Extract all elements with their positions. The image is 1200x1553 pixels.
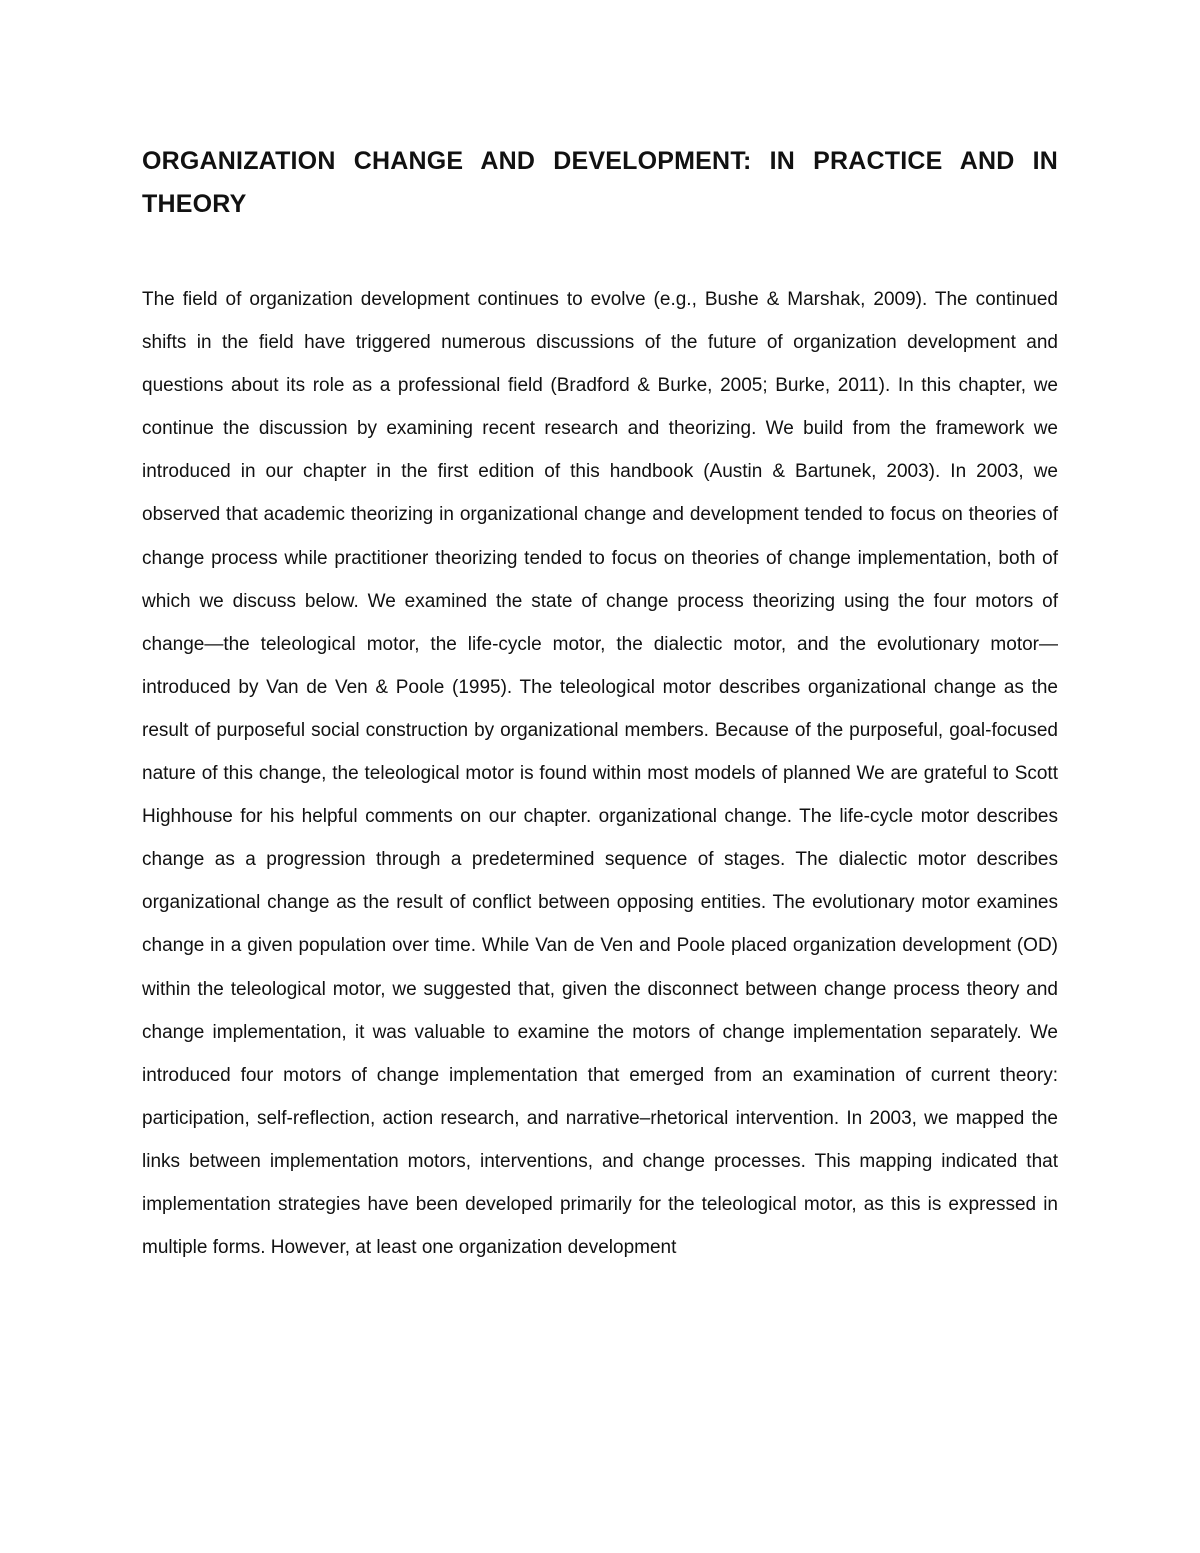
document-page <box>142 140 1058 1269</box>
document-title: ORGANIZATION CHANGE AND DEVELOPMENT: IN PRACTICE AND IN THEORY <box>142 147 1058 218</box>
body-paragraph: The field of organization development continues to evolve (e.g., Bushe & Marshak, 2009). The continued shifts in the field have triggered numerous discussions of the future of organization development and questions about its role as a professional field (Bradford & Burke, 2005; Burke, 2011). In this chapter, we continue the discussion by examining recent research and theorizing. We build from the framework we introduced in our chapter in the first edition of this handbook (Austin & Bartunek, 2003). In 2003, we observed that academic theorizing in organizational change and development tended to focus on theories of change process while practitioner theorizing tended to focus on theories of change implementation, both of which we discuss below. We examined the state of change process theorizing using the four motors of change—the teleological motor, the life-cycle motor, the dialectic motor, and the evolutionary motor—introduced by Van de Ven & Poole (1995). The teleological motor describes organizational change as the result of purposeful social construction by organizational members. Because of the purposeful, goal-focused nature of this change, the teleological motor is found within most models of planned We are grateful to Scott Highhouse for his helpful comments on our chapter. organizational change. The life-cycle motor describes change as a progression through a predetermined sequence of stages. The dialectic motor describes organizational change as the result of conflict between opposing entities. The evolutionary motor examines change in a given population over time. While Van de Ven and Poole placed organization development (OD) within the teleological motor, we suggested that, given the disconnect between change process theory and change implementation, it was valuable to examine the motors of change implementation separately. We introduced four motors of change implementation that emerged from an examination of current theory: participation, self-reflection, action research, and narrative–rhetorical intervention. In 2003, we mapped the links between implementation motors, interventions, and change processes. This mapping indicated that implementation strategies have been developed primarily for the teleological motor, as this is expressed in multiple forms. However, at least one organization development <box>142 289 1058 1259</box>
